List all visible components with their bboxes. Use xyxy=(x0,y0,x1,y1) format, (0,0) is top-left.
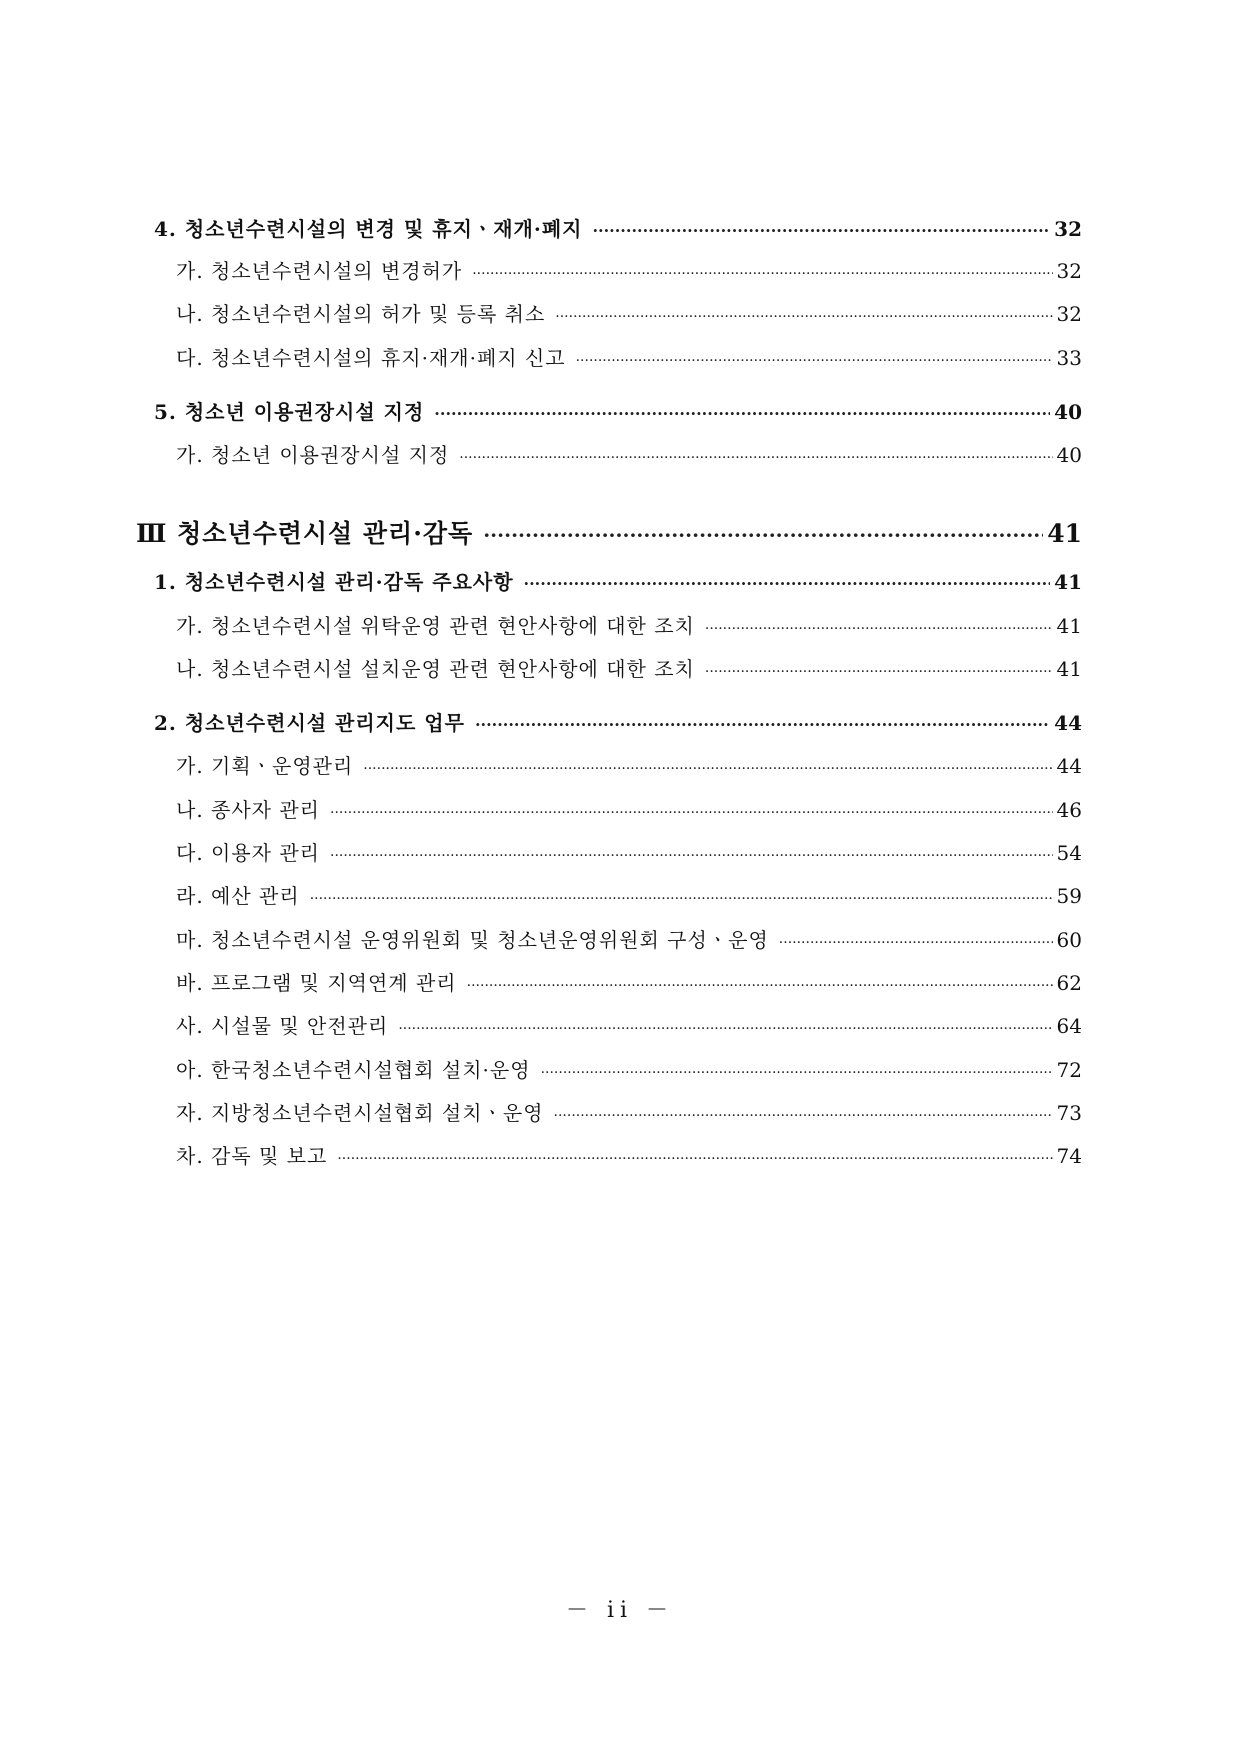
toc-entry[interactable] xyxy=(176,1097,1082,1126)
dot-leader xyxy=(398,1021,1052,1037)
toc-entry-page: 41 xyxy=(1054,570,1082,594)
toc-entry-title: 5. 청소년 이용권장시설 지정 xyxy=(154,400,425,424)
toc-entry[interactable] xyxy=(176,1054,1082,1083)
toc-entry-page: 73 xyxy=(1056,1101,1082,1125)
toc-entry-page: 32 xyxy=(1054,217,1082,241)
dot-leader xyxy=(576,353,1053,369)
toc-entry-title: 2. 청소년수련시설 관리지도 업무 xyxy=(154,711,465,735)
dot-leader xyxy=(434,404,1050,423)
toc-entry-title: 다. 청소년수련시설의 휴지·재개·폐지 신고 xyxy=(176,346,566,370)
toc-entry-page: 74 xyxy=(1056,1144,1082,1168)
toc-entry-page: 60 xyxy=(1056,928,1082,952)
toc-entry-title: Ⅲ 청소년수련시설 관리·감독 xyxy=(136,519,474,548)
dot-leader xyxy=(555,309,1052,325)
toc-entry-page: 44 xyxy=(1056,754,1082,778)
toc-entry[interactable] xyxy=(176,794,1082,823)
toc-chapter-entry[interactable] xyxy=(136,514,1082,550)
toc-entry[interactable] xyxy=(176,750,1082,779)
toc-entry[interactable] xyxy=(176,255,1082,284)
toc-entry-title: 1. 청소년수련시설 관리·감독 주요사항 xyxy=(154,570,514,594)
table-of-contents xyxy=(136,0,1082,1753)
toc-entry[interactable] xyxy=(176,967,1082,996)
toc-entry-title: 가. 청소년수련시설 위탁운영 관련 현안사항에 대한 조치 xyxy=(176,614,695,638)
dot-leader xyxy=(779,935,1053,951)
dot-leader xyxy=(337,1151,1052,1167)
toc-entry-title: 나. 청소년수련시설 설치운영 관련 현안사항에 대한 조치 xyxy=(176,657,695,681)
toc-entry-page: 40 xyxy=(1054,400,1082,424)
toc-entry[interactable] xyxy=(154,213,1082,242)
dot-leader xyxy=(541,1065,1053,1081)
toc-entry-page: 44 xyxy=(1054,711,1082,735)
toc-entry-title: 차. 감독 및 보고 xyxy=(176,1144,328,1168)
toc-entry[interactable] xyxy=(176,1140,1082,1169)
toc-entry-title: 바. 프로그램 및 지역연계 관리 xyxy=(176,971,457,995)
toc-entry[interactable] xyxy=(176,342,1082,371)
toc-entry-page: 54 xyxy=(1056,841,1082,865)
toc-entry-page: 62 xyxy=(1056,971,1082,995)
toc-entry-page: 64 xyxy=(1056,1014,1082,1038)
toc-entry-title: 가. 청소년 이용권장시설 지정 xyxy=(176,443,450,467)
toc-entry[interactable] xyxy=(176,1010,1082,1039)
toc-entry[interactable] xyxy=(176,837,1082,866)
toc-entry[interactable] xyxy=(154,396,1082,425)
toc-entry[interactable] xyxy=(176,653,1082,682)
dot-leader xyxy=(554,1108,1053,1124)
toc-entry-page: 59 xyxy=(1056,884,1082,908)
dot-leader xyxy=(363,761,1052,777)
toc-entry-page: 32 xyxy=(1056,302,1082,326)
dot-leader xyxy=(483,523,1043,547)
toc-entry-title: 가. 기획ㆍ운영관리 xyxy=(176,754,354,778)
toc-entry-page: 40 xyxy=(1056,443,1082,467)
page-number: － ii － xyxy=(565,1598,675,1623)
toc-entry[interactable] xyxy=(176,439,1082,468)
toc-entry-title: 4. 청소년수련시설의 변경 및 휴지ㆍ재개·폐지 xyxy=(154,217,583,241)
toc-entry-page: 41 xyxy=(1056,657,1082,681)
dot-leader xyxy=(330,805,1053,821)
toc-entry-page: 46 xyxy=(1056,798,1082,822)
toc-entry[interactable] xyxy=(176,298,1082,327)
dot-leader xyxy=(475,715,1050,734)
toc-entry-title: 다. 이용자 관리 xyxy=(176,841,320,865)
toc-entry-title: 마. 청소년수련시설 운영위원회 및 청소년운영위원회 구성ㆍ운영 xyxy=(176,928,769,952)
toc-entry-title: 라. 예산 관리 xyxy=(176,884,300,908)
toc-entry-page: 33 xyxy=(1056,346,1082,370)
toc-entry-page: 32 xyxy=(1056,259,1082,283)
dot-leader xyxy=(592,221,1050,240)
dot-leader xyxy=(705,621,1053,637)
dot-leader xyxy=(472,266,1052,282)
toc-entry-page: 41 xyxy=(1047,519,1082,548)
toc-entry-title: 자. 지방청소년수련시설협회 설치ㆍ운영 xyxy=(176,1101,544,1125)
dot-leader xyxy=(459,450,1052,466)
toc-entry[interactable] xyxy=(154,566,1082,595)
toc-entry-title: 사. 시설물 및 안전관리 xyxy=(176,1014,389,1038)
toc-entry-page: 41 xyxy=(1056,614,1082,638)
toc-entry[interactable] xyxy=(154,707,1082,736)
dot-leader xyxy=(310,891,1053,907)
toc-entry-title: 가. 청소년수련시설의 변경허가 xyxy=(176,259,463,283)
toc-entry-title: 아. 한국청소년수련시설협회 설치·운영 xyxy=(176,1058,531,1082)
toc-entry-title: 나. 청소년수련시설의 허가 및 등록 취소 xyxy=(176,302,546,326)
dot-leader xyxy=(467,978,1053,994)
dot-leader xyxy=(330,848,1053,864)
toc-entry[interactable] xyxy=(176,880,1082,909)
toc-entry[interactable] xyxy=(176,924,1082,953)
dot-leader xyxy=(705,664,1053,680)
toc-entry-page: 72 xyxy=(1056,1058,1082,1082)
dot-leader xyxy=(524,574,1051,593)
toc-entry-title: 나. 종사자 관리 xyxy=(176,798,320,822)
toc-entry[interactable] xyxy=(176,610,1082,639)
